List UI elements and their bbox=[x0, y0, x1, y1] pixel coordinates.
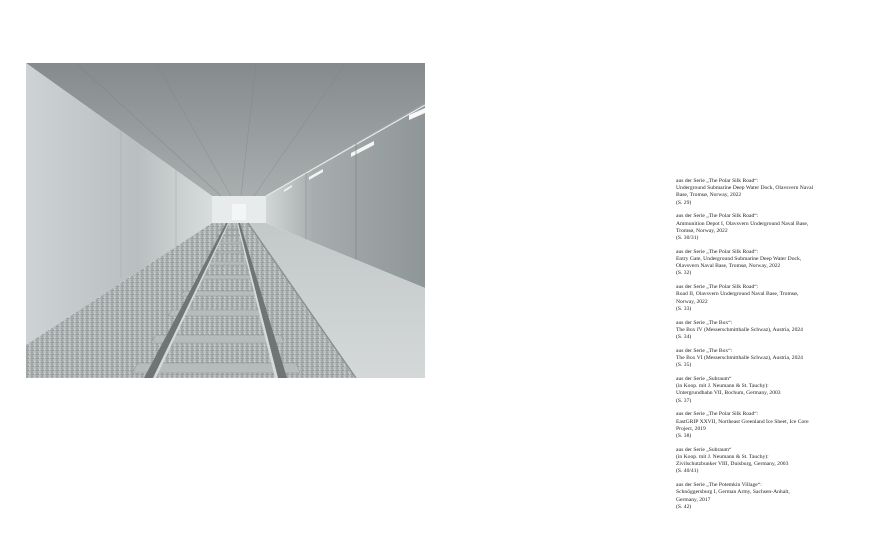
caption-series: aus der Serie „Subraum“ bbox=[676, 446, 732, 453]
caption-title-line: Norway, 2022 bbox=[676, 298, 708, 305]
caption-page: (S. 29) bbox=[676, 199, 692, 206]
caption-series: aus der Serie „Subraum“ bbox=[676, 376, 732, 383]
caption-title-line: (in Koop. mit J. Neumann & St. Tauchy): bbox=[676, 454, 769, 461]
caption-title-line: EastGRIP XXVII, Northeast Greenland Ice Sheet, Ice Core bbox=[676, 418, 809, 425]
caption-title-line: Germany, 2017 bbox=[676, 496, 711, 503]
caption-title-line: Road II, Olavsvern Underground Naval Base, Tromsø, bbox=[676, 291, 799, 298]
caption-list bbox=[676, 178, 846, 518]
caption-entry bbox=[676, 284, 846, 313]
caption-page: (S. 38) bbox=[676, 433, 692, 440]
caption-page: (S. 37) bbox=[676, 397, 692, 404]
caption-page: (S. 34) bbox=[676, 334, 692, 341]
caption-title-line: Entry Gate, Underground Submarine Deep Water Dock, bbox=[676, 256, 802, 263]
caption-entry bbox=[676, 447, 846, 476]
caption-page: (S. 42) bbox=[676, 503, 692, 510]
caption-title-line: The Box IV (Messerschmitthalle Schwaz), Austria, 2024 bbox=[676, 326, 803, 333]
caption-entry bbox=[676, 178, 846, 207]
caption-title-line: Untergrundbahn VII, Bochum, Germany, 2003 bbox=[676, 390, 781, 397]
caption-page: (S. 40/41) bbox=[676, 468, 699, 475]
caption-title-line: The Box VI (Messerschmitthalle Schwaz), Austria, 2024 bbox=[676, 355, 803, 362]
tunnel-railway-photo bbox=[26, 63, 425, 378]
caption-title-line: Project, 2019 bbox=[676, 425, 706, 432]
caption-page: (S. 30/31) bbox=[676, 235, 699, 242]
caption-series: aus der Serie „The Box“: bbox=[676, 347, 733, 354]
caption-entry bbox=[676, 411, 846, 440]
caption-series: aus der Serie „The Box“: bbox=[676, 319, 733, 326]
caption-entry bbox=[676, 348, 846, 370]
caption-series: aus der Serie „The Potemkin Village“: bbox=[676, 482, 762, 489]
caption-page: (S. 32) bbox=[676, 270, 692, 277]
caption-series: aus der Serie „The Polar Silk Road“: bbox=[676, 248, 759, 255]
caption-series: aus der Serie „The Polar Silk Road“: bbox=[676, 213, 759, 220]
caption-title-line: Tromsø, Norway, 2022 bbox=[676, 227, 728, 234]
caption-title-line: Underground Submarine Deep Water Dock, Olavsvern Naval bbox=[676, 185, 814, 192]
caption-entry bbox=[676, 376, 846, 405]
caption-entry bbox=[676, 320, 846, 342]
caption-series: aus der Serie „The Polar Silk Road“: bbox=[676, 178, 759, 184]
caption-page: (S. 35) bbox=[676, 362, 692, 369]
caption-series: aus der Serie „The Polar Silk Road“: bbox=[676, 284, 759, 291]
caption-page: (S. 33) bbox=[676, 305, 692, 312]
caption-title-line: Schnöggersburg I, German Army, Sachsen-Anhalt, bbox=[676, 489, 790, 496]
caption-entry bbox=[676, 249, 846, 278]
caption-title-line: Olavsvern Naval Base, Tromsø, Norway, 2022 bbox=[676, 263, 781, 270]
caption-entry bbox=[676, 482, 846, 511]
caption-title-line: (in Koop. mit J. Neumann & St. Tauchy): bbox=[676, 383, 769, 390]
caption-entry bbox=[676, 213, 846, 242]
caption-title-line: Zivilschutzbunker VIII, Duisburg, Germany, 2003 bbox=[676, 461, 789, 468]
caption-title-line: Base, Tromsø, Norway, 2022 bbox=[676, 192, 742, 199]
caption-series: aus der Serie „The Polar Silk Road“: bbox=[676, 411, 759, 418]
caption-title-line: Ammunition Depot I, Olavsvern Underground Naval Base, bbox=[676, 220, 809, 227]
